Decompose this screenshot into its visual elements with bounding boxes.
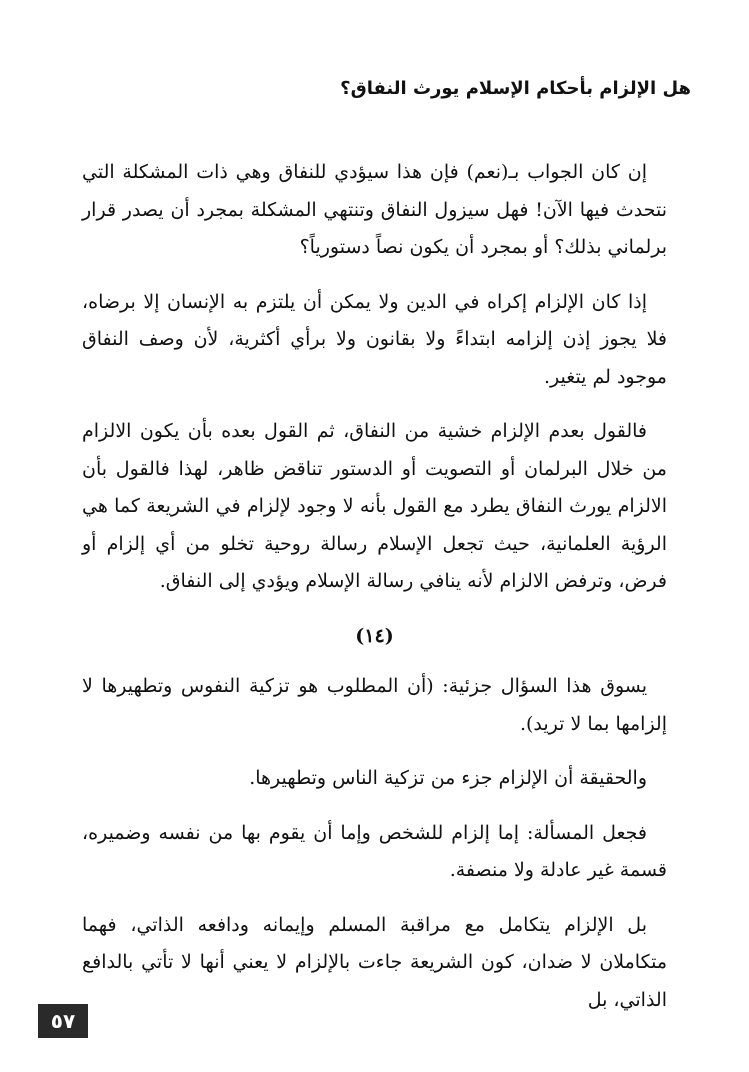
page-body (82, 154, 667, 1035)
paragraph: بل الإلزام يتكامل مع مراقبة المسلم وإيمانه ودافعه الذاتي، فهما متكاملان لا ضدان، كون الشريعة جاءت بالإلزام لا يعني أنها لا تأتي بالدافع الذاتي، بل (82, 913, 667, 1011)
paragraph: فجعل المسألة: إما إلزام للشخص وإما أن يقوم بها من نفسه وضميره، قسمة غير عادلة ولا منصفة. (82, 821, 667, 881)
paragraph: إن كان الجواب بـ(نعم) فإن هذا سيؤدي للنفاق وهي ذات المشكلة التي نتحدث فيها الآن! فهل سيزول النفاق وتنتهي المشكلة بمجرد أن يصدر قرار برلماني بذلك؟ أو بمجرد أن يكون نصاً دستورياً؟ (82, 161, 667, 258)
paragraph: يسوق هذا السؤال جزئية: (أن المطلوب هو تزكية النفوس وتطهيرها لا إلزامها بما لا تريد). (82, 675, 667, 735)
running-header (58, 78, 691, 99)
question-number-label: (١٤) (355, 624, 394, 647)
paragraph: والحقيقة أن الإلزام جزء من تزكية الناس وتطهيرها. (249, 767, 647, 789)
chapter-title: هل الإلزام بأحكام الإسلام يورث النفاق؟ (340, 78, 691, 99)
page-number: ٥٧ (38, 1004, 88, 1038)
paragraph: فالقول بعدم الإلزام خشية من النفاق، ثم القول بعده بأن يكون الالزام من خلال البرلمان أو التصويت أو الدستور تناقض ظاهر، لهذا فالقول بأن الالزام يورث النفاق يطرد مع القول بأنه لا وجود لإلزام في الشريعة كما هي الرؤية العلمانية، حيث تجعل الإسلام رسالة روحية تخلو من أي إلزام أو فرض، وترفض الالزام لأنه ينافي رسالة الإسلام ويؤدي إلى النفاق. (82, 420, 667, 592)
question-number (82, 618, 667, 656)
paragraph: إذا كان الإلزام إكراه في الدين ولا يمكن أن يلتزم به الإنسان إلا برضاه، فلا يجوز إذن إلزامه ابتداءً ولا بقانون ولا برأي أكثرية، لأن وصف النفاق موجود لم يتغير. (82, 290, 667, 388)
